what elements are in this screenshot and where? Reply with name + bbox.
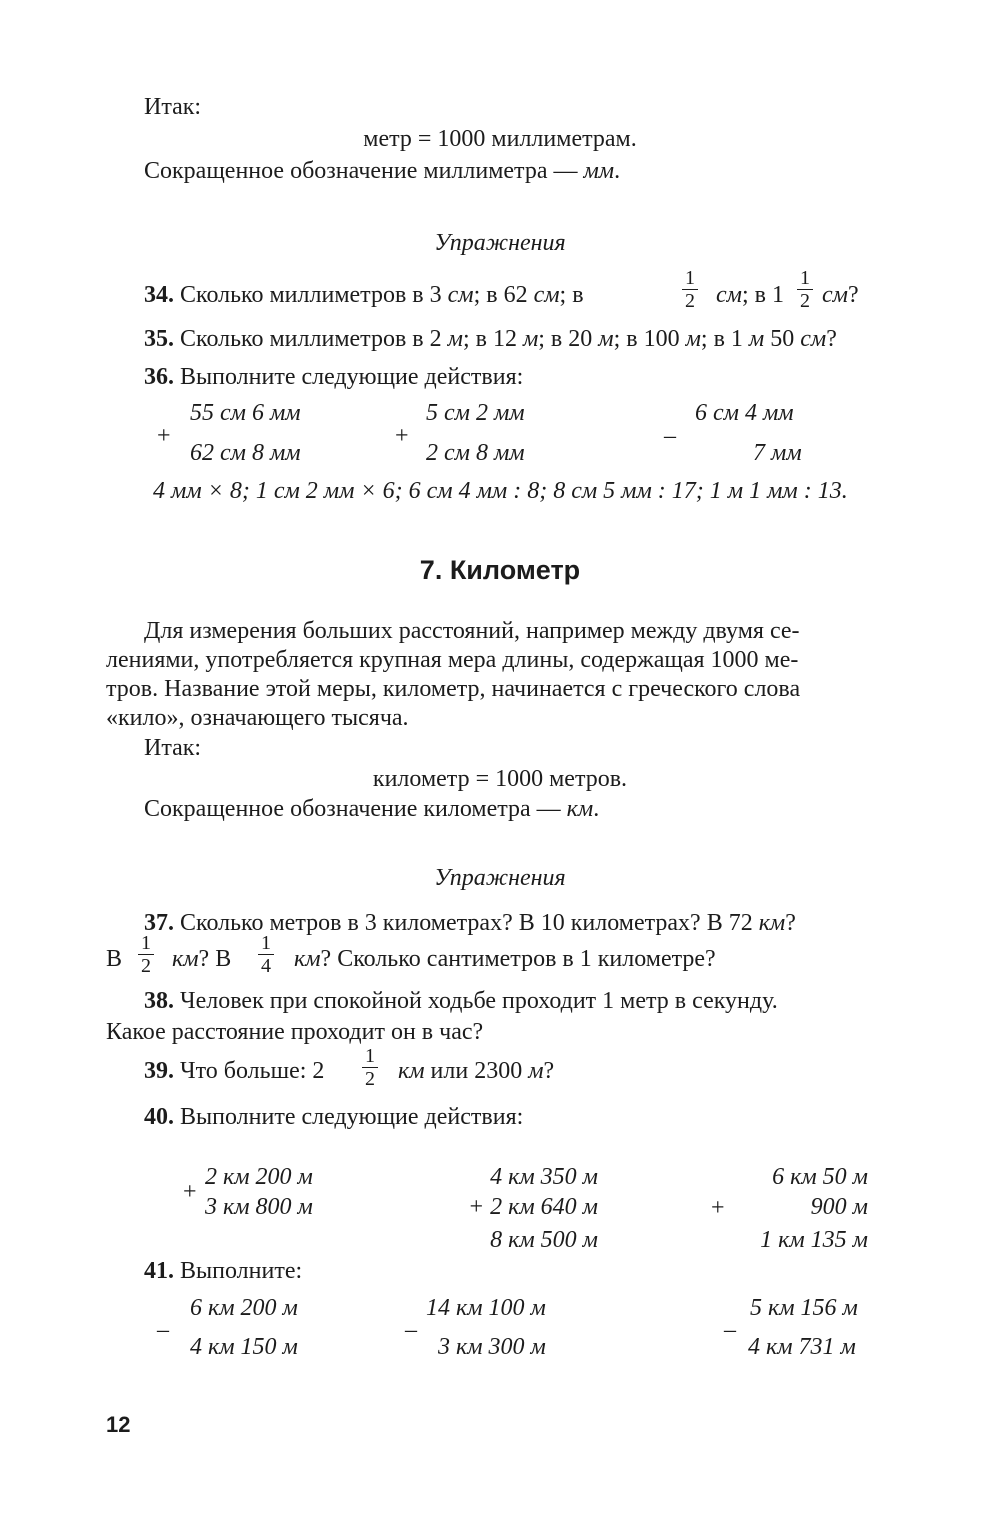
unit: см <box>822 282 848 308</box>
text: ; в 12 <box>462 326 523 352</box>
op-b-line1: 4 км 350 м <box>490 1164 598 1190</box>
op-c-top: 6 см 4 мм <box>695 400 794 426</box>
denominator: 4 <box>261 955 271 977</box>
op-b-top: 5 см 2 мм <box>426 400 525 426</box>
numerator: 1 <box>141 932 151 954</box>
unit: см <box>447 282 474 308</box>
unit: км <box>398 1058 425 1084</box>
exercises-heading: Упражнения <box>434 230 566 256</box>
exercise-39 <box>144 1056 324 1086</box>
mm-abbreviation <box>144 156 620 186</box>
itak-label: Итак: <box>144 94 202 120</box>
denominator: 2 <box>141 955 151 977</box>
text: Сколько миллиметров в 2 <box>180 326 448 352</box>
op-b-line2: + 2 км 640 м <box>467 1194 598 1220</box>
itak-label: Итак: <box>144 735 202 761</box>
text: ; в 100 <box>613 326 686 352</box>
fraction-one-quarter <box>255 933 277 976</box>
abbr-unit: км <box>566 796 594 822</box>
op-b-top: 14 км 100 м <box>426 1295 546 1321</box>
text: ? <box>785 910 796 936</box>
op-a-top: 6 км 200 м <box>190 1295 298 1321</box>
text: Сколько метров в 3 километрах? В 10 километрах? В 72 <box>180 910 759 936</box>
text: Выполните следующие действия: <box>180 1104 524 1130</box>
text: ? Сколько сантиметров в 1 километре? <box>320 946 716 972</box>
unit: м <box>528 1058 544 1084</box>
exercise-number: 34. <box>144 282 174 308</box>
text: ; в 20 <box>538 326 599 352</box>
text: ? <box>847 282 859 308</box>
unit: м <box>522 326 539 352</box>
exercise-34 <box>144 280 584 310</box>
text: Сколько миллиметров в 3 <box>180 282 448 308</box>
op-a-top: 55 см 6 мм <box>190 400 301 426</box>
km-abbreviation <box>144 794 599 824</box>
denominator: 2 <box>800 290 810 312</box>
exercise-number: 40. <box>144 1104 174 1130</box>
exercise-35 <box>144 324 837 354</box>
page-number: 12 <box>106 1412 131 1437</box>
exercise-41 <box>144 1256 302 1286</box>
text: или 2300 <box>424 1058 529 1084</box>
exercise-36-line: 4 мм × 8; 1 см 2 мм × 6; 6 см 4 мм : 8; 8 см 5 мм : 17; 1 м 1 мм : 13. <box>153 478 848 504</box>
exercise-number: 35. <box>144 326 174 352</box>
fraction-one-half <box>794 268 816 311</box>
numerator: 1 <box>800 267 810 289</box>
minus-sign: – <box>405 1317 417 1343</box>
exercise-37-d <box>294 944 716 974</box>
exercise-39-cont <box>398 1056 554 1086</box>
op-a-bottom: 4 км 150 м <box>190 1334 298 1360</box>
text: ; в 1 <box>700 326 749 352</box>
abbr-text: Сокращенное обозначение миллиметра — <box>144 158 584 184</box>
unit: м <box>598 326 614 352</box>
paragraph-line: лениями, употребляется крупная мера длины, содержащая 1000 ме- <box>106 647 799 673</box>
meter-formula: метр = 1000 миллиметрам. <box>363 126 637 152</box>
exercise-38-line2: Какое расстояние проходит он в час? <box>106 1019 484 1045</box>
text: 50 <box>764 326 801 352</box>
exercise-36 <box>144 362 523 392</box>
exercise-40 <box>144 1102 523 1132</box>
text: ; в <box>559 282 584 308</box>
text: ; в 62 <box>473 282 534 308</box>
op-a-line1: 2 км 200 м <box>205 1164 313 1190</box>
plus-sign: + <box>157 423 171 449</box>
exercise-38 <box>144 986 778 1016</box>
unit: км <box>294 946 321 972</box>
abbr-unit: мм <box>583 158 615 184</box>
unit: м <box>748 326 765 352</box>
unit: км <box>758 910 786 936</box>
text: Человек при спокойной ходьбе проходит 1 метр в секунду. <box>180 988 778 1014</box>
exercise-37 <box>144 908 796 938</box>
fraction-one-half <box>359 1046 381 1089</box>
unit: см <box>800 326 827 352</box>
exercise-number: 41. <box>144 1258 174 1284</box>
op-c-top: 5 км 156 м <box>750 1295 858 1321</box>
paragraph-line: тров. Название этой меры, километр, начинается с греческого слова <box>106 676 801 702</box>
text: Что больше: 2 <box>180 1058 325 1084</box>
exercises-heading: Упражнения <box>434 865 566 891</box>
text: Выполните следующие действия: <box>180 364 524 390</box>
op-c-bottom: 4 км 731 м <box>748 1334 856 1360</box>
exercise-number: 38. <box>144 988 174 1014</box>
unit: см <box>533 282 560 308</box>
text: Выполните: <box>180 1258 303 1284</box>
text: ? <box>826 326 837 352</box>
exercise-number: 36. <box>144 364 174 390</box>
text: ; в 1 <box>741 282 784 308</box>
numerator: 1 <box>685 267 695 289</box>
minus-sign: – <box>157 1317 169 1343</box>
op-c-line3: 1 км 135 м <box>760 1227 868 1253</box>
abbr-end: . <box>593 796 600 822</box>
numerator: 1 <box>261 932 271 954</box>
denominator: 2 <box>685 290 695 312</box>
op-a-bottom: 62 см 8 мм <box>190 440 301 466</box>
paragraph-line: «кило», означающего тысяча. <box>106 705 409 731</box>
text: ? В <box>198 946 232 972</box>
paragraph-line: Для измерения больших расстояний, например между двумя се- <box>144 618 800 644</box>
op-b-bottom: 2 см 8 мм <box>426 440 525 466</box>
fraction-one-half <box>135 933 157 976</box>
unit: км <box>172 946 199 972</box>
op-c-bottom: 7 мм <box>753 440 802 466</box>
op-c-line1: 6 км 50 м <box>772 1164 868 1190</box>
exercise-number: 37. <box>144 910 174 936</box>
plus-sign: + <box>395 423 409 449</box>
exercise-34-cont <box>716 280 784 310</box>
exercise-number: 39. <box>144 1058 174 1084</box>
unit: м <box>685 326 701 352</box>
op-a-line2: 3 км 800 м <box>205 1194 313 1220</box>
op-b-line3: 8 км 500 м <box>490 1227 598 1253</box>
op-c-line2: 900 м <box>810 1194 868 1220</box>
exercise-37-b: В <box>106 946 123 972</box>
unit: см <box>716 282 742 308</box>
abbr-end: . <box>614 158 621 184</box>
unit: м <box>447 326 463 352</box>
plus-sign: + <box>711 1195 725 1221</box>
minus-sign: – <box>724 1317 736 1343</box>
op-b-bottom: 3 км 300 м <box>438 1334 546 1360</box>
exercise-34-end <box>822 280 859 310</box>
section-title: 7. Километр <box>419 555 581 585</box>
numerator: 1 <box>365 1045 375 1067</box>
minus-sign: – <box>664 423 676 449</box>
abbr-text: Сокращенное обозначение километра — <box>144 796 567 822</box>
denominator: 2 <box>365 1068 375 1090</box>
fraction-one-half <box>679 268 701 311</box>
km-formula: километр = 1000 метров. <box>372 766 628 792</box>
plus-sign: + <box>183 1179 197 1205</box>
exercise-37-c <box>172 944 231 974</box>
text: ? <box>543 1058 555 1084</box>
